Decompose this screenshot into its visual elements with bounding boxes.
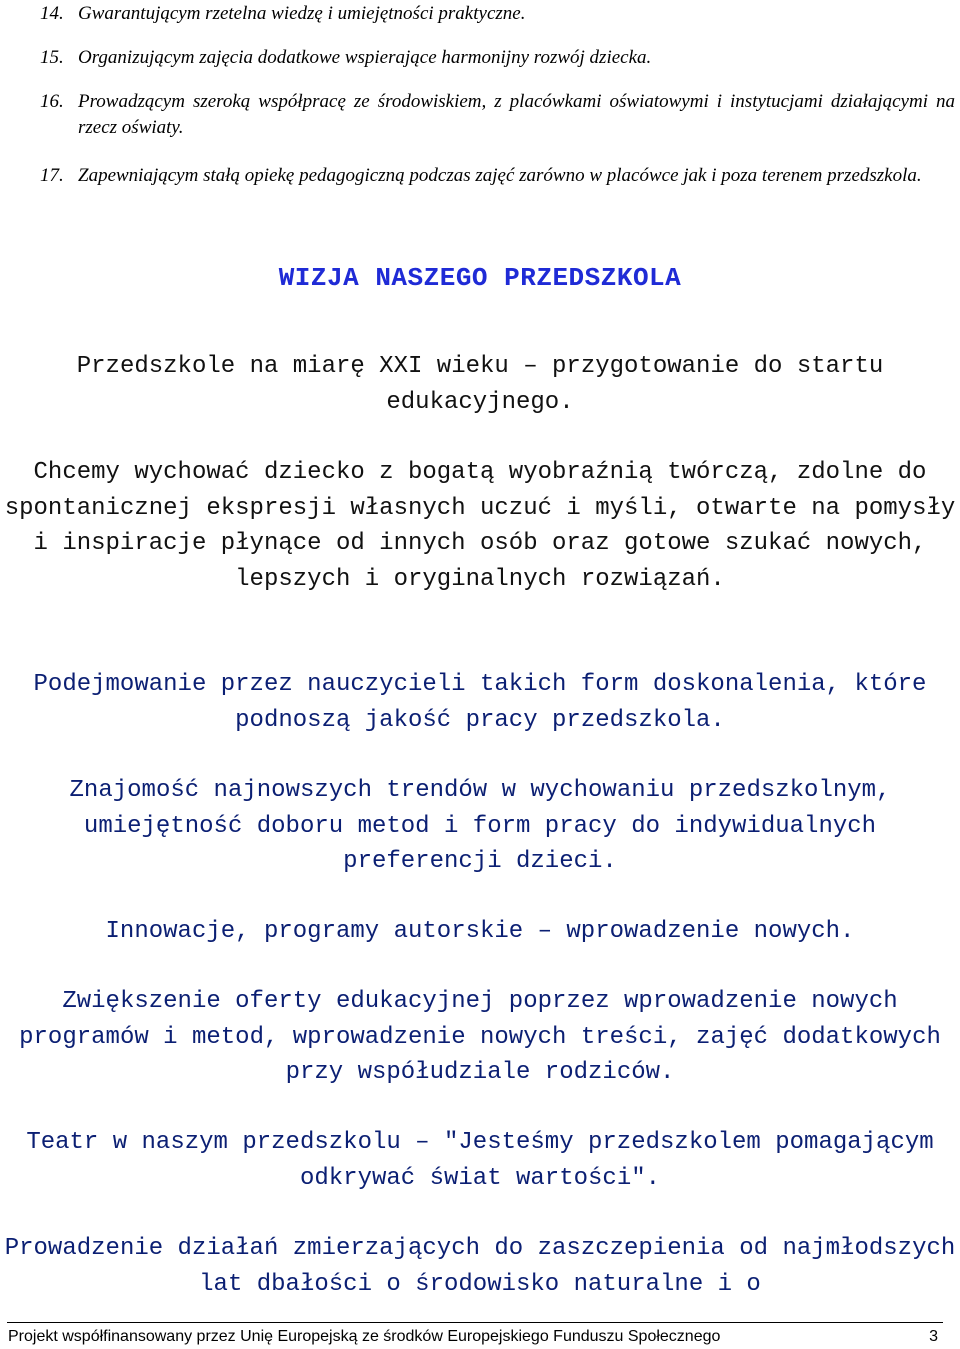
- footer-divider: [7, 1322, 943, 1323]
- list-item-number: 15.: [40, 47, 64, 68]
- list-item: [40, 89, 955, 141]
- list-item: [40, 1, 955, 27]
- vision-paragraph: Prowadzenie działań zmierzających do zaszczepienia od najmłodszych lat dbałości o środowisko naturalne i o: [4, 1235, 956, 1298]
- list-item-text: Zapewniającym stałą opiekę pedagogiczną podczas zajęć zarówno w placówce jak i poza terenem przedszkola.: [78, 165, 922, 186]
- vision-paragraph: Innowacje, programy autorskie – wprowadzenie nowych.: [105, 918, 855, 945]
- vision-paragraph: Przedszkole na miarę XXI wieku – przygotowanie do startu edukacyjnego.: [76, 353, 884, 416]
- vision-paragraph: Teatr w naszym przedszkolu – "Jesteśmy przedszkolem pomagającym odkrywać świat wartości".: [26, 1129, 934, 1192]
- vision-paragraph: Chcemy wychować dziecko z bogatą wyobraźnią twórczą, zdolne do spontanicznej ekspresji własnych uczuć i myśli, otwarte na pomysły i inspiracje płynące od innych osób oraz gotowe szukać nowych, lepszych i oryginalnych rozwiązań.: [4, 459, 956, 593]
- list-item-number: 17.: [40, 165, 64, 186]
- list-item: [40, 163, 955, 189]
- list-item-text: Gwarantującym rzetelna wiedzę i umiejętności praktyczne.: [78, 3, 526, 24]
- vision-paragraph: Zwiększenie oferty edukacyjnej poprzez wprowadzenie nowych programów i metod, wprowadzenie nowych treści, zajęć dodatkowych przy współudziale rodziców.: [19, 988, 941, 1086]
- section-title: WIZJA NASZEGO PRZEDSZKOLA: [278, 263, 682, 293]
- footer-text: Projekt współfinansowany przez Unię Europejską ze środków Europejskiego Funduszu Społecznego: [8, 1328, 721, 1345]
- list-item-number: 16.: [40, 91, 64, 112]
- list-item: [40, 45, 955, 71]
- list-item-text: Prowadzącym szeroką współpracę ze środowiskiem, z placówkami oświatowymi i instytucjami działającymi na rzecz oświaty.: [78, 91, 955, 138]
- list-item-number: 14.: [40, 3, 64, 24]
- vision-paragraph: Podejmowanie przez nauczycieli takich form doskonalenia, które podnoszą jakość pracy przedszkola.: [33, 671, 927, 734]
- vision-paragraph: Znajomość najnowszych trendów w wychowaniu przedszkolnym, umiejętność doboru metod i form pracy do indywidualnych preferencji dzieci.: [69, 777, 891, 875]
- page-number: 3: [929, 1328, 938, 1345]
- list-item-text: Organizującym zajęcia dodatkowe wspierające harmonijny rozwój dziecka.: [78, 47, 652, 68]
